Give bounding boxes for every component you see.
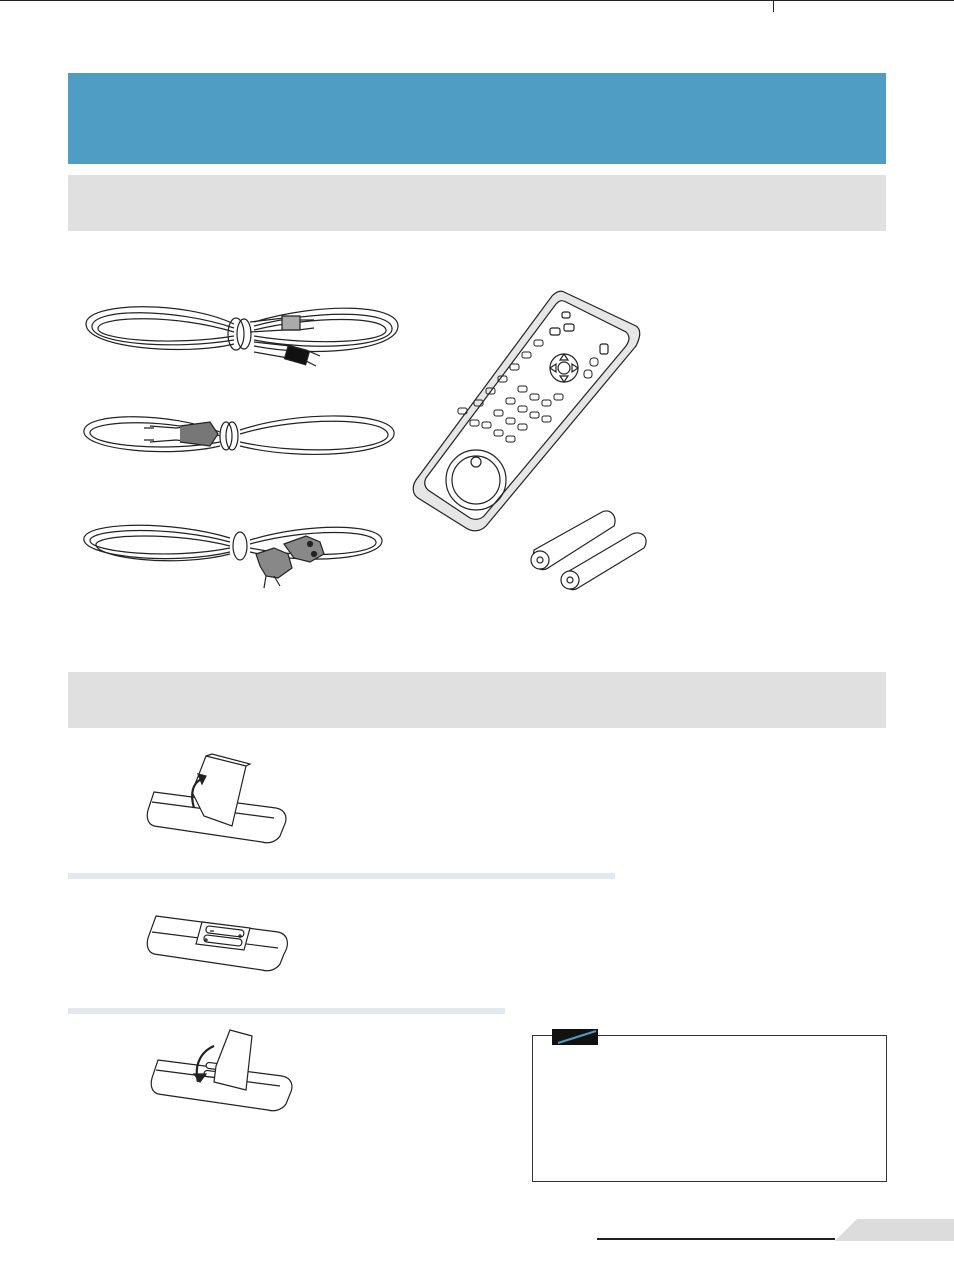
audio-video-cable-icon <box>84 296 400 376</box>
top-rule <box>0 0 954 1</box>
close-battery-cover-icon <box>150 1030 294 1114</box>
page-number-tab <box>835 1219 954 1241</box>
step-divider <box>68 873 615 879</box>
insert-batteries-icon <box>146 906 288 974</box>
step-divider <box>68 1008 505 1014</box>
open-battery-cover-icon <box>146 754 288 846</box>
power-cord-icon <box>80 518 386 598</box>
section-header-accessories <box>68 175 886 231</box>
crop-mark <box>773 0 774 12</box>
footer-rule <box>597 1238 835 1240</box>
remote-control-icon <box>414 290 640 530</box>
note-box <box>532 1035 887 1182</box>
note-label-tab <box>552 1029 598 1045</box>
s-video-cable-icon <box>80 406 398 468</box>
section-header-batteries <box>68 672 886 728</box>
aa-batteries-icon <box>528 508 650 592</box>
title-bar <box>68 73 886 164</box>
